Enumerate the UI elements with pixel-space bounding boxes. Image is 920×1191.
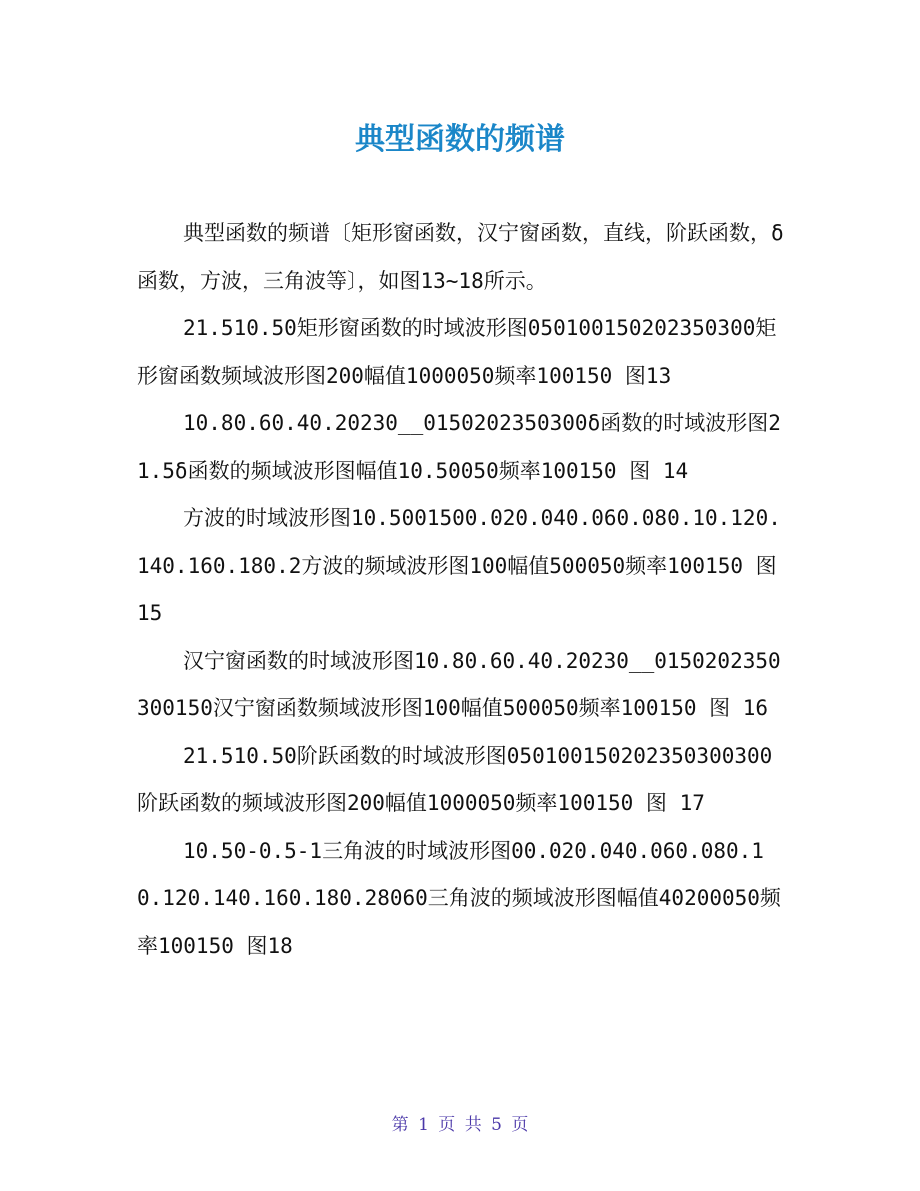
document-title: 典型函数的频谱	[355, 122, 565, 157]
page-number-footer: 第 1 页 共 5 页	[391, 1115, 529, 1135]
figure-17-paragraph: 21.510.50阶跃函数的时域波形图050100150202350300300阶跃函数的频域波形图200幅值1000050频率100150 图 17	[137, 743, 773, 815]
figure-14-paragraph: 10.80.60.40.20230__0150202350300δ函数的时域波形图21.5δ函数的频域波形图幅值10.50050频率100150 图 14	[137, 411, 781, 483]
document-body	[137, 210, 787, 970]
intro-paragraph: 典型函数的频谱〔矩形窗函数，汉宁窗函数，直线，阶跃函数，δ函数，方波，三角波等〕，如图13~18所示。	[137, 221, 784, 293]
figure-13-paragraph: 21.510.50矩形窗函数的时域波形图050100150202350300矩形窗函数频域波形图200幅值1000050频率100150 图13	[137, 316, 777, 388]
figure-18-paragraph: 10.50-0.5-1三角波的时域波形图00.020.040.060.080.10.120.140.160.180.28060三角波的频域波形图幅值40200050频率100150 图18	[137, 838, 781, 958]
figure-15-paragraph: 方波的时域波形图10.5001500.020.040.060.080.10.120.140.160.180.2方波的频域波形图100幅值500050频率100150 图 15	[137, 506, 781, 625]
figure-16-paragraph: 汉宁窗函数的时域波形图10.80.60.40.20230__0150202350300150汉宁窗函数频域波形图100幅值500050频率100150 图 16	[137, 648, 781, 720]
